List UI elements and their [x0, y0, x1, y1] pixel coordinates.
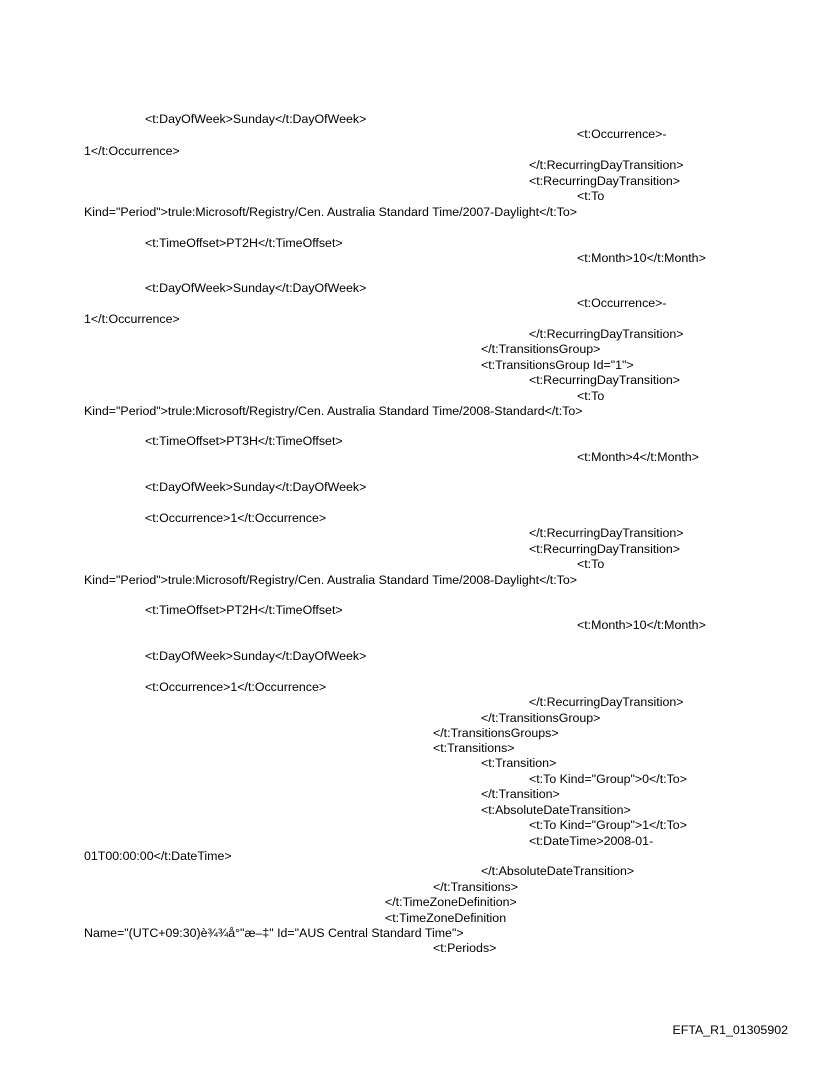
text-line: <t:To: [577, 557, 605, 571]
text-line: <t:DayOfWeek>Sunday</t:DayOfWeek>: [145, 649, 367, 663]
text-line: <t:To: [577, 389, 605, 403]
text-line: <t:Periods>: [433, 941, 497, 955]
text-line: <t:TransitionsGroup Id="1">: [481, 358, 634, 372]
text-line: </t:RecurringDayTransition>: [529, 158, 684, 172]
document-id-footer: EFTA_R1_01305902: [672, 1023, 788, 1037]
text-line: <t:Transition>: [481, 756, 557, 770]
text-line: Name="(UTC+09:30)è¾¾å°"æ–‡" Id="AUS Central Standard Time">: [84, 926, 464, 940]
text-line: <t:RecurringDayTransition>: [529, 174, 681, 188]
text-line: <t:Occurrence>1</t:Occurrence>: [145, 680, 327, 694]
text-line: <t:Month>10</t:Month>: [577, 618, 706, 632]
text-line: <t:AbsoluteDateTransition>: [481, 803, 631, 817]
text-line: <t:DayOfWeek>Sunday</t:DayOfWeek>: [145, 112, 367, 126]
text-line: <t:Month>4</t:Month>: [577, 450, 699, 464]
text-line: <t:DayOfWeek>Sunday</t:DayOfWeek>: [145, 480, 367, 494]
text-line: <t:To Kind="Group">0</t:To>: [529, 772, 687, 786]
text-line: Kind="Period">trule:Microsoft/Registry/Cen. Australia Standard Time/2008-Daylight</t:To>: [84, 573, 577, 587]
text-line: </t:TimeZoneDefinition>: [385, 895, 517, 909]
text-line: <t:TimeOffset>PT2H</t:TimeOffset>: [145, 236, 343, 250]
text-line: </t:Transitions>: [433, 880, 518, 894]
text-line: <t:Occurrence>-: [577, 296, 667, 310]
text-line: <t:TimeOffset>PT3H</t:TimeOffset>: [145, 434, 343, 448]
text-line: <t:To Kind="Group">1</t:To>: [529, 818, 687, 832]
text-line: <t:RecurringDayTransition>: [529, 373, 681, 387]
text-line: <t:TimeOffset>PT2H</t:TimeOffset>: [145, 603, 343, 617]
text-line: </t:RecurringDayTransition>: [529, 695, 684, 709]
text-line: <t:DayOfWeek>Sunday</t:DayOfWeek>: [145, 281, 367, 295]
text-line: </t:Transition>: [481, 787, 560, 801]
text-line: <t:Occurrence>1</t:Occurrence>: [145, 511, 327, 525]
text-line: </t:AbsoluteDateTransition>: [481, 864, 635, 878]
text-line: </t:TransitionsGroup>: [481, 711, 601, 725]
text-line: <t:DateTime>2008-01-: [529, 834, 654, 848]
text-line: </t:TransitionsGroups>: [433, 726, 559, 740]
text-line: <t:TimeZoneDefinition: [385, 911, 507, 925]
text-line: Kind="Period">trule:Microsoft/Registry/Cen. Australia Standard Time/2007-Daylight</t:To>: [84, 205, 577, 219]
text-line: <t:To: [577, 189, 605, 203]
text-line: <t:RecurringDayTransition>: [529, 542, 681, 556]
text-line: </t:RecurringDayTransition>: [529, 526, 684, 540]
text-line: <t:Transitions>: [433, 741, 515, 755]
text-line: </t:TransitionsGroup>: [481, 342, 601, 356]
text-line: 1</t:Occurrence>: [84, 312, 180, 326]
text-line: 01T00:00:00</t:DateTime>: [84, 849, 232, 863]
text-line: <t:Occurrence>-: [577, 127, 667, 141]
text-line: 1</t:Occurrence>: [84, 144, 180, 158]
text-line: Kind="Period">trule:Microsoft/Registry/Cen. Australia Standard Time/2008-Standard</t:To>: [84, 404, 583, 418]
text-line: <t:Month>10</t:Month>: [577, 251, 706, 265]
text-line: </t:RecurringDayTransition>: [529, 327, 684, 341]
